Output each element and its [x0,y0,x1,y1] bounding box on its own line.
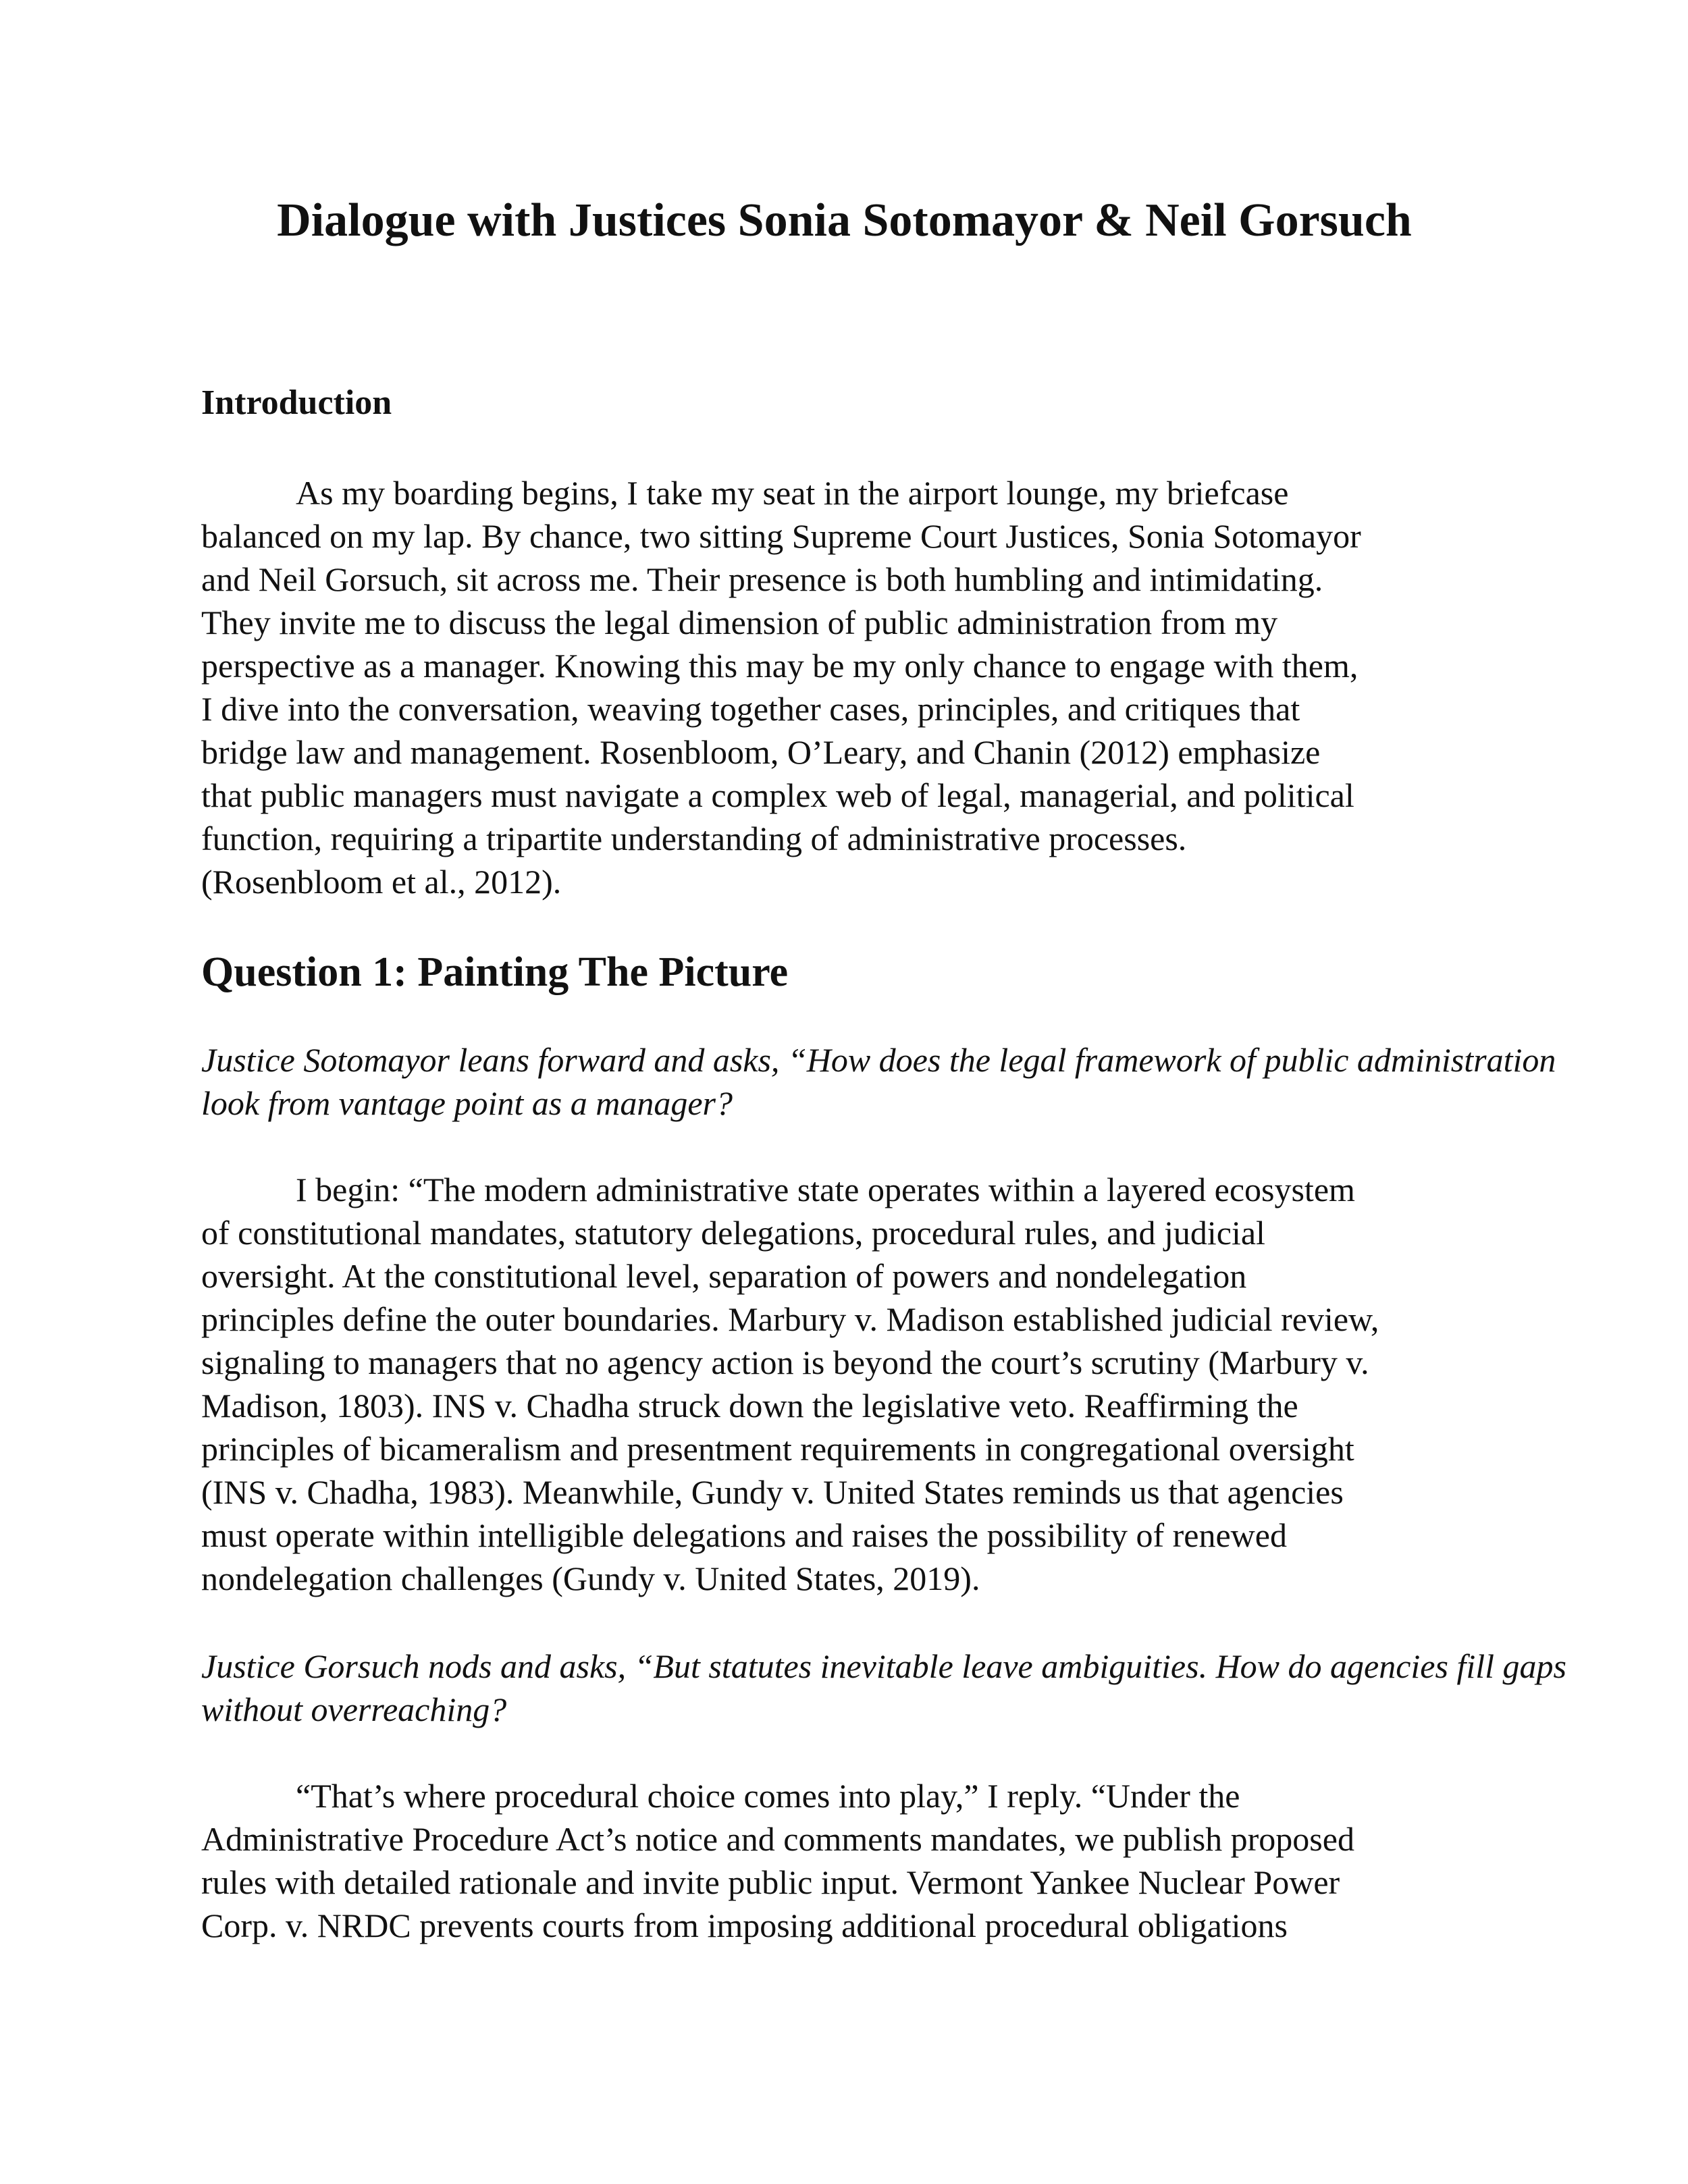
paragraph-line: They invite me to discuss the legal dimension of public administration from my [201,604,1278,641]
question-2-prompt [201,1645,1566,1731]
paragraph-line: balanced on my lap. By chance, two sitting Supreme Court Justices, Sonia Sotomayor [201,517,1361,555]
question-1-answer [201,1168,1487,1600]
paragraph-line: nondelegation challenges (Gundy v. United States, 2019). [201,1560,980,1597]
document-title: Dialogue with Justices Sonia Sotomayor & Neil Gorsuch [277,194,1412,246]
paragraph-line: that public managers must navigate a complex web of legal, managerial, and political [201,776,1354,814]
paragraph-line: rules with detailed rationale and invite public input. Vermont Yankee Nuclear Power [201,1863,1340,1901]
paragraph-line: “That’s where procedural choice comes into play,” I reply. “Under the [296,1777,1240,1815]
prompt-line: Justice Sotomayor leans forward and asks, “How does the legal framework of public administration [201,1041,1556,1079]
paragraph-line: oversight. At the constitutional level, separation of powers and nondelegation [201,1257,1247,1295]
paragraph-line: principles define the outer boundaries. Marbury v. Madison established judicial review, [201,1300,1379,1338]
prompt-line: look from vantage point as a manager? [201,1084,733,1122]
introduction-heading: Introduction [201,383,392,422]
question-1-heading: Question 1: Painting The Picture [201,949,789,995]
paragraph-line: I begin: “The modern administrative state operates within a layered ecosystem [296,1171,1355,1208]
paragraph-line: As my boarding begins, I take my seat in the airport lounge, my briefcase [296,474,1289,512]
paragraph-line: (Rosenbloom et al., 2012). [201,863,562,901]
paragraph-line: (INS v. Chadha, 1983). Meanwhile, Gundy v. United States reminds us that agencies [201,1473,1344,1511]
question-1-prompt [201,1038,1556,1125]
prompt-line: without overreaching? [201,1690,507,1728]
paragraph-line: bridge law and management. Rosenbloom, O’Leary, and Chanin (2012) emphasize [201,733,1321,771]
introduction-paragraph [201,471,1487,903]
paragraph-line: of constitutional mandates, statutory delegations, procedural rules, and judicial [201,1214,1265,1252]
paragraph-line: Corp. v. NRDC prevents courts from imposing additional procedural obligations [201,1907,1288,1944]
paragraph-line: function, requiring a tripartite understanding of administrative processes. [201,820,1187,857]
question-2-answer [201,1774,1487,1947]
paragraph-line: I dive into the conversation, weaving together cases, principles, and critiques that [201,690,1300,728]
paragraph-line: Madison, 1803). INS v. Chadha struck down the legislative veto. Reaffirming the [201,1387,1298,1424]
paragraph-line: signaling to managers that no agency action is beyond the court’s scrutiny (Marbury v. [201,1343,1369,1381]
paragraph-line: Administrative Procedure Act’s notice and comments mandates, we publish proposed [201,1820,1354,1858]
paragraph-line: must operate within intelligible delegations and raises the possibility of renewed [201,1516,1287,1554]
paragraph-line: and Neil Gorsuch, sit across me. Their presence is both humbling and intimidating. [201,560,1323,598]
prompt-line: Justice Gorsuch nods and asks, “But statutes inevitable leave ambiguities. How do agencies fill gaps [201,1647,1566,1685]
paragraph-line: principles of bicameralism and presentment requirements in congregational oversight [201,1430,1354,1468]
paragraph-line: perspective as a manager. Knowing this may be my only chance to engage with them, [201,647,1359,685]
